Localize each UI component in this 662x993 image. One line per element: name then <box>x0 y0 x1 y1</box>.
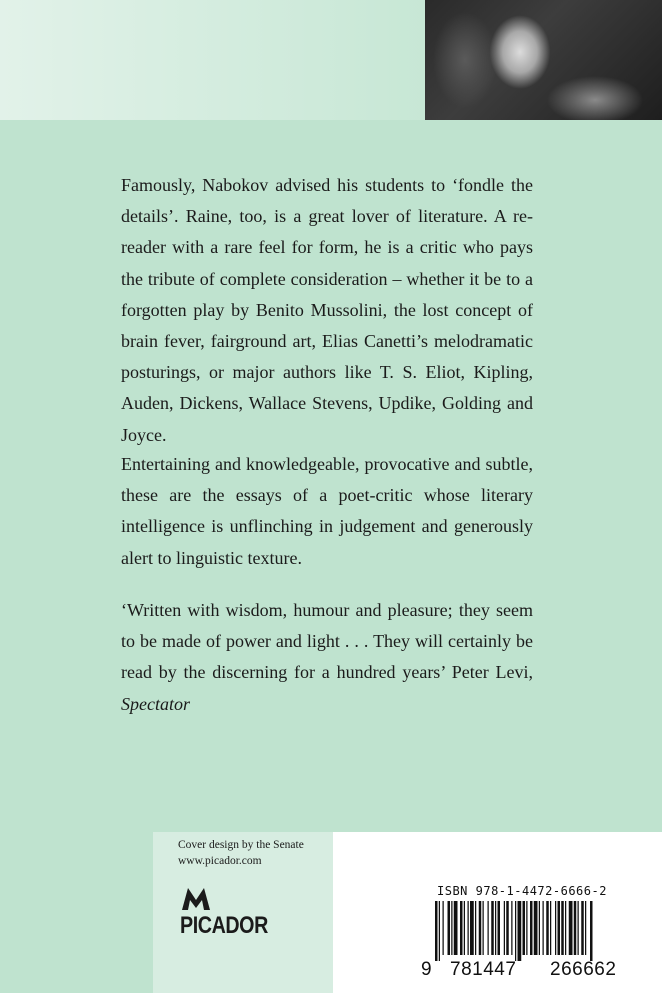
isbn-barcode <box>435 901 647 961</box>
barcode-bar <box>491 901 494 955</box>
barcode-bar <box>443 901 444 955</box>
barcode-left-digits: 781447 <box>450 959 517 980</box>
barcode-bar <box>518 901 522 961</box>
barcode-right-digits: 266662 <box>550 959 617 980</box>
barcode-bar <box>569 901 573 955</box>
barcode-bar <box>574 901 577 955</box>
barcode-bar <box>498 901 501 955</box>
barcode-bar <box>504 901 505 955</box>
barcode-bar <box>543 901 544 955</box>
blurb-paragraph-1: Famously, Nabokov advised his students to ‘fondle the details’. Raine, too, is a great lover of literature. A re-reader with a rare feel for form, he is a critic who pays the tribute of complete consideration – whether it be to a forgotten play by Benito Mussolini, the lost concept of brain fever, fairground art, Elias Canetti’s melodramatic posturings, or major authors like T. S. Eliot, Kipling, Auden, Dickens, Wallace Stevens, Updike, Golding and Joyce. <box>121 175 533 445</box>
barcode-bar <box>530 901 533 955</box>
barcode-bar <box>464 901 465 955</box>
barcode-bar <box>468 901 469 955</box>
barcode-bar <box>495 901 496 955</box>
review-quote-source: Spectator <box>121 693 190 714</box>
barcode-bar <box>511 901 512 955</box>
barcode-bar <box>439 901 440 961</box>
barcode-bar <box>546 901 549 955</box>
barcode-lead-digit: 9 <box>421 959 433 980</box>
barcode-bar <box>565 901 566 955</box>
barcode-bar <box>539 901 540 955</box>
barcode-bar <box>578 901 579 955</box>
top-color-band <box>0 0 425 120</box>
blurb-paragraph-2: Entertaining and knowledgeable, provocative and subtle, these are the essays of a poet-critic whose literary intelligence is unflinching in judgement and generously alert to linguistic texture. <box>121 454 533 568</box>
barcode-bar <box>585 901 586 955</box>
barcode-bar <box>581 901 584 955</box>
review-quote <box>121 595 533 720</box>
cover-photo <box>425 0 662 120</box>
publisher-website: www.picador.com <box>178 855 262 867</box>
barcode-bar <box>448 901 451 955</box>
barcode-bar <box>451 901 452 955</box>
barcode-bar <box>470 901 474 955</box>
isbn-label: ISBN 978-1-4472-6666-2 <box>437 884 607 898</box>
barcode-bar <box>475 901 476 955</box>
publisher-logo-wordmark: PICADOR <box>180 912 268 939</box>
barcode-bar <box>506 901 509 955</box>
barcode-bar <box>488 901 489 955</box>
barcode-bar <box>460 901 463 955</box>
barcode-bar <box>534 901 538 955</box>
barcode-bar <box>590 901 593 961</box>
barcode-bar <box>483 901 484 955</box>
barcode-bar <box>479 901 482 955</box>
barcode-bar <box>523 901 526 955</box>
barcode-bar <box>550 901 551 955</box>
barcode-bar <box>515 901 516 961</box>
barcode-bar <box>555 901 556 955</box>
barcode-bar <box>561 901 564 955</box>
barcode-bar <box>454 901 458 955</box>
review-quote-text: ‘Written with wisdom, humour and pleasure; they seem to be made of power and light . . . They will certainly be read by the discerning for a hundred years’ Peter Levi, <box>121 600 533 683</box>
cover-design-credit: Cover design by the Senate <box>178 839 304 851</box>
barcode-bar <box>435 901 438 961</box>
barcode-bar <box>526 901 527 955</box>
barcode-bar <box>558 901 561 955</box>
